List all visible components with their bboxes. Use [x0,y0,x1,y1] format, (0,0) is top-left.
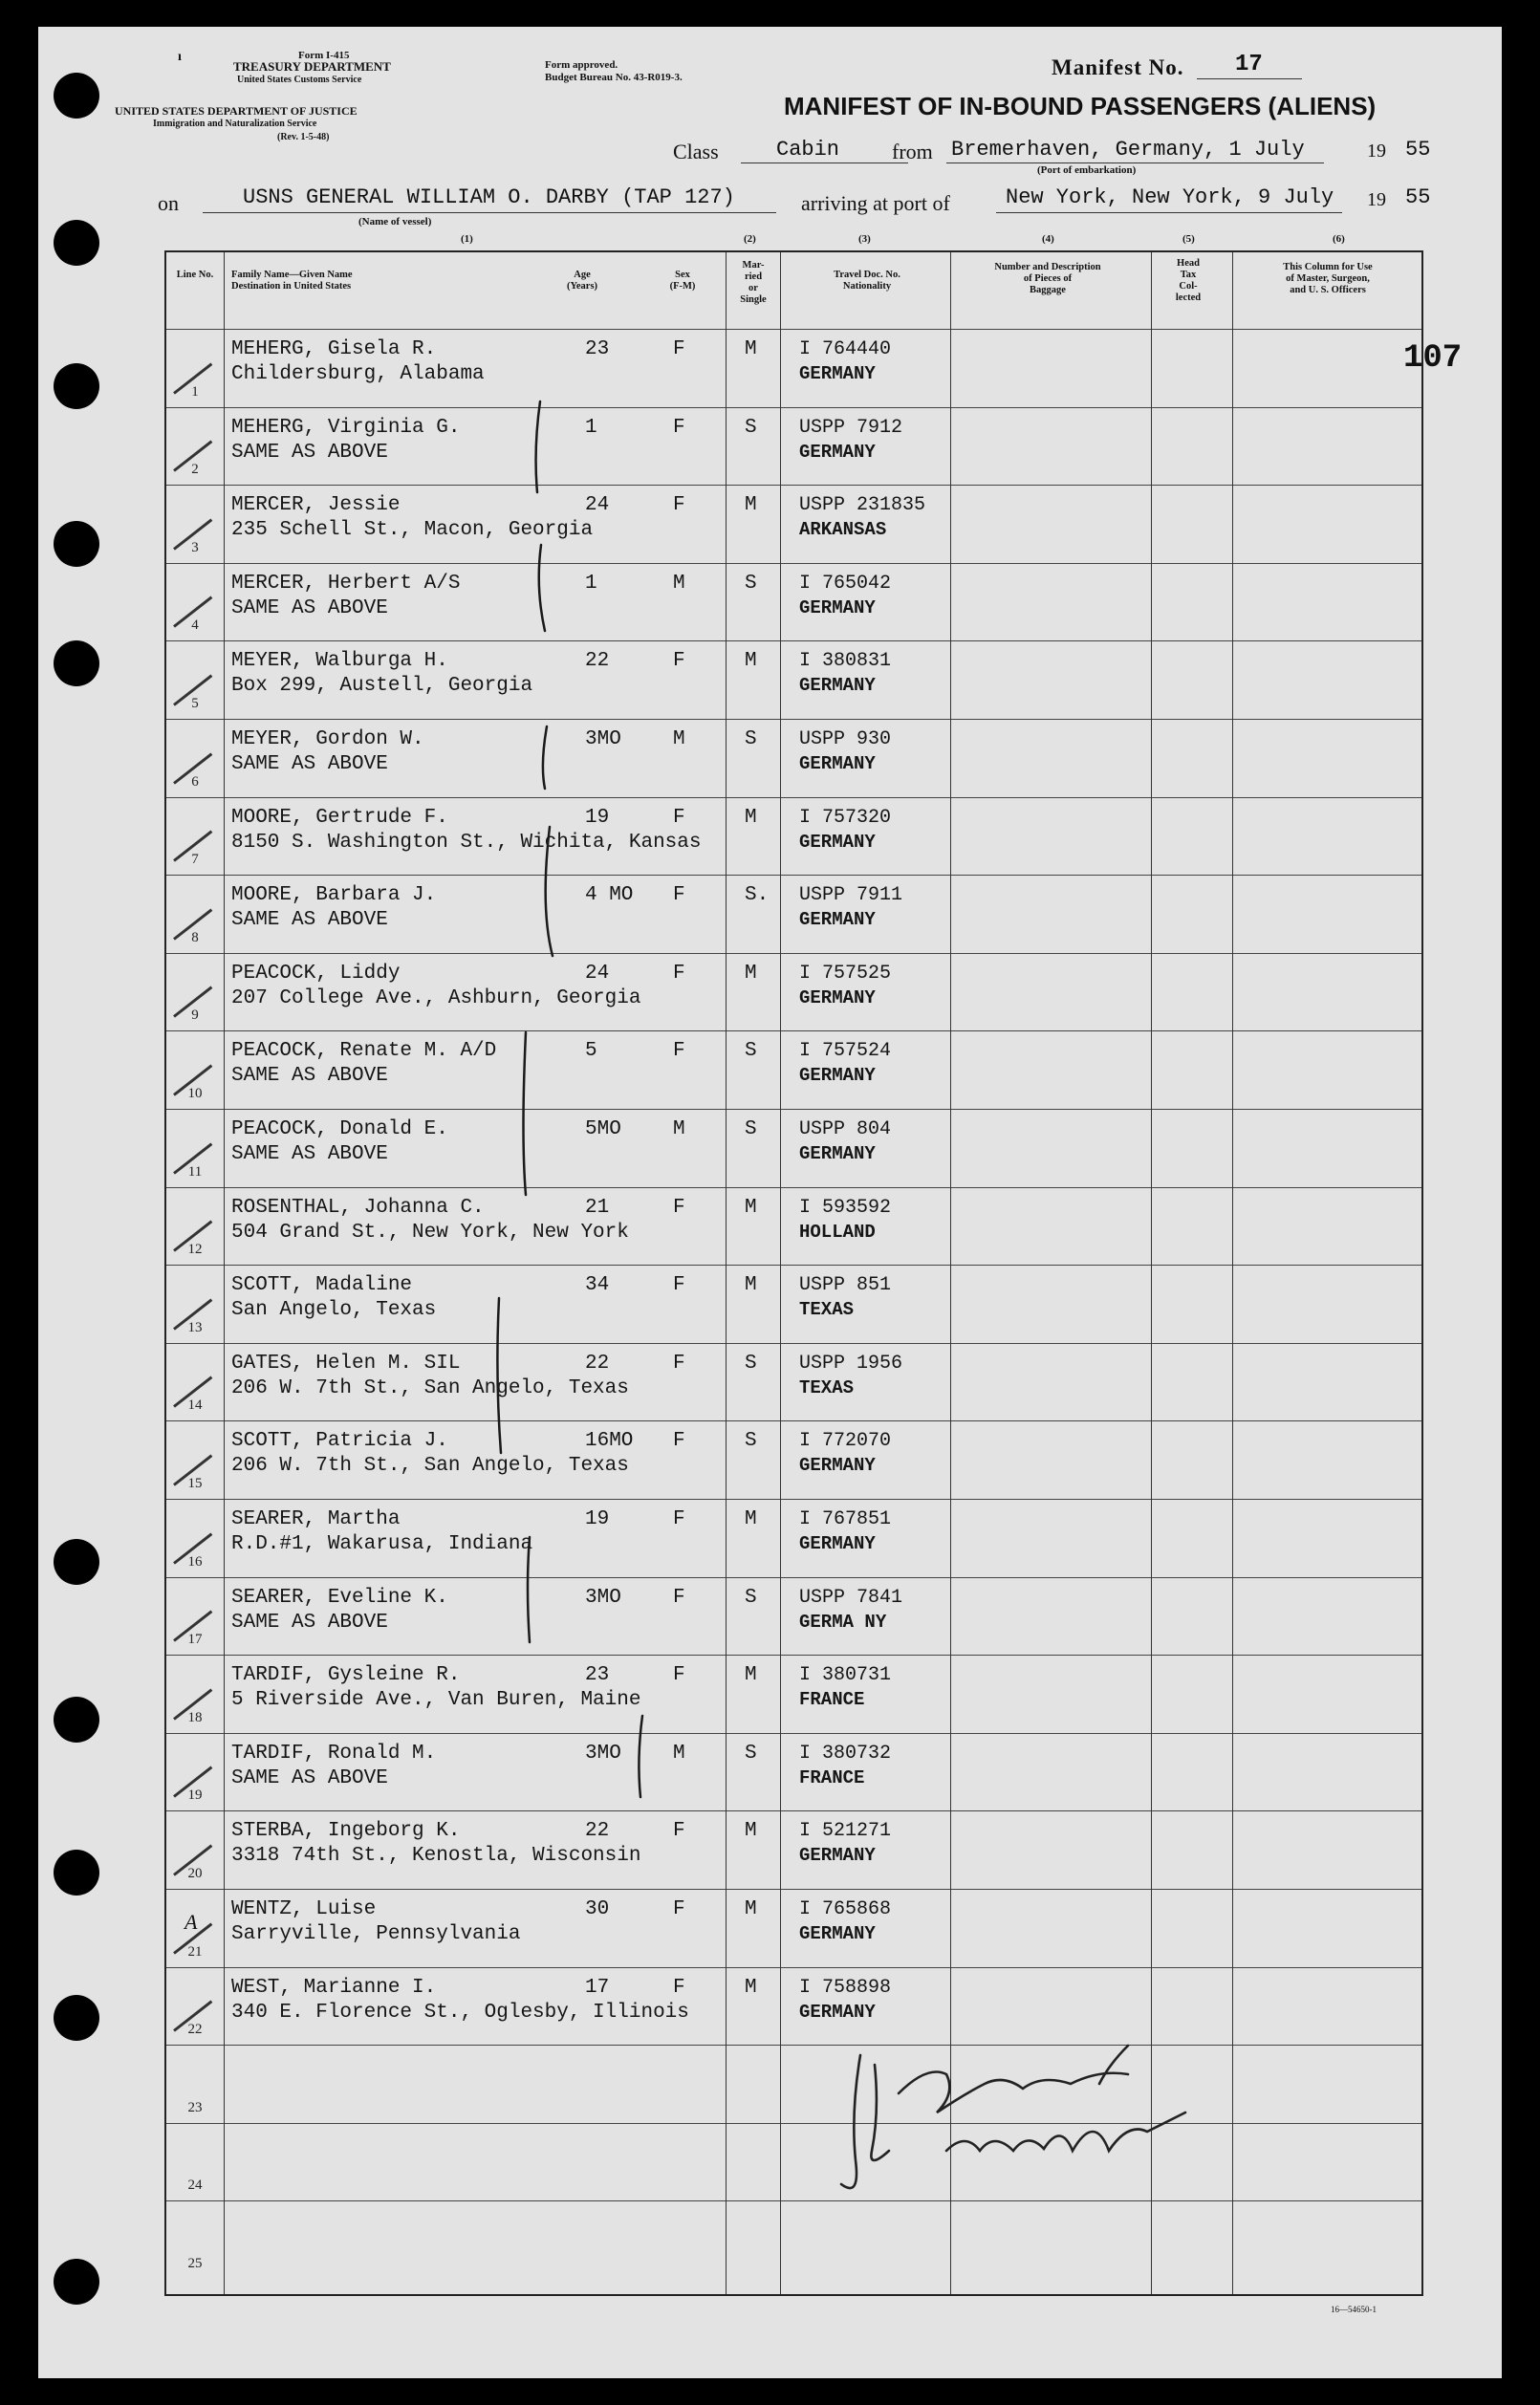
passenger-sex: F [673,1352,685,1375]
passenger-destination: Sarryville, Pennsylvania [231,1923,521,1945]
passenger-destination: 207 College Ave., Ashburn, Georgia [231,986,641,1009]
nationality: GERMANY [799,441,876,463]
passenger-sex: F [673,494,685,517]
on-label: on [158,191,179,215]
passenger-name: MOORE, Barbara J. [231,884,437,907]
nationality: GERMANY [799,1923,876,1944]
passenger-destination: Childersburg, Alabama [231,363,485,385]
passenger-destination: 8150 S. Washington St., Wichita, Kansas [231,831,702,854]
travel-doc-number: I 593592 [799,1196,892,1219]
passenger-destination: 206 W. 7th St., San Angelo, Texas [231,1376,629,1399]
col-header-line-no: Line No. [176,270,214,280]
col-header-baggage: Number and Description of Pieces of Baggage [994,262,1101,295]
nationality: GERMANY [799,2001,876,2023]
passenger-age: 22 [585,1352,610,1375]
passenger-name: PEACOCK, Renate M. A/D [231,1040,497,1063]
passenger-age: 5MO [585,1118,621,1140]
passenger-marital-status: M [745,1196,757,1219]
line-number: 23 [187,2099,203,2115]
page-number: 107 [1403,340,1463,377]
passenger-age: 4 MO [585,884,634,907]
passenger-marital-status: S [745,1742,757,1765]
passenger-age: 1 [585,416,597,439]
form-approved: Form approved. [545,59,618,71]
passenger-marital-status: S [745,1430,757,1453]
line-number: 1 [191,383,199,400]
passenger-age: 22 [585,650,610,673]
line-number: 25 [187,2255,203,2271]
travel-doc-number: USPP 804 [799,1118,892,1140]
passenger-age: 5 [585,1040,597,1063]
line-number: 14 [187,1398,203,1414]
passenger-marital-status: M [745,650,757,673]
vessel-note: (Name of vessel) [358,216,432,228]
nationality: GERMANY [799,753,876,774]
passenger-destination: San Angelo, Texas [231,1299,437,1322]
passenger-destination: SAME AS ABOVE [231,1766,388,1789]
passenger-sex: F [673,1586,685,1609]
class-value: Cabin [776,138,840,162]
line-number: 18 [187,1709,203,1725]
travel-doc-number: I 757524 [799,1040,892,1063]
line-number: 4 [191,618,199,634]
passenger-sex: F [673,416,685,439]
travel-doc-number: I 757320 [799,806,892,829]
travel-doc-number: I 758898 [799,1976,892,1999]
passenger-name: STERBA, Ingeborg K. [231,1820,461,1843]
passenger-marital-status: M [745,338,757,360]
port-embarkation-note: (Port of embarkation) [1037,164,1137,176]
passenger-sex: F [673,1898,685,1920]
passenger-sex: F [673,338,685,360]
passenger-age: 30 [585,1898,610,1920]
passenger-marital-status: M [745,806,757,829]
line-number: 17 [187,1632,203,1648]
from-value: Bremerhaven, Germany, 1 July [951,138,1305,162]
col-header-name: Family Name—Given Name Destination in United States [231,270,353,292]
passenger-name: GATES, Helen M. SIL [231,1352,461,1375]
passenger-destination: 504 Grand St., New York, New York [231,1221,629,1244]
passenger-marital-status: S [745,416,757,439]
passenger-destination: 206 W. 7th St., San Angelo, Texas [231,1455,629,1478]
passenger-sex: F [673,1664,685,1687]
passenger-destination: SAME AS ABOVE [231,441,388,464]
col-header-officers: This Column for Use of Master, Surgeon, and U. S. Officers [1283,262,1373,295]
passenger-sex: F [673,962,685,985]
form-id: Form I-415 [298,50,350,61]
passenger-age: 23 [585,338,610,360]
passenger-age: 3MO [585,1742,621,1765]
col-num: (3) [858,233,871,245]
nationality: GERMANY [799,831,876,853]
passenger-name: MERCER, Jessie [231,494,401,517]
passenger-destination: SAME AS ABOVE [231,596,388,619]
signature-graphic [822,2007,1262,2227]
line-number: 11 [187,1163,203,1180]
line-number: 7 [191,852,199,868]
line-number: 10 [187,1085,203,1101]
passenger-marital-status: M [745,494,757,517]
nationality: GERMANY [799,1455,876,1477]
passenger-destination: SAME AS ABOVE [231,753,388,775]
passenger-name: TARDIF, Gysleine R. [231,1664,461,1687]
nationality: GERMANY [799,675,876,697]
passenger-name: MEYER, Walburga H. [231,650,448,673]
line-number: 2 [191,462,199,478]
passenger-destination: SAME AS ABOVE [231,1143,388,1165]
col-num: (6) [1333,233,1345,245]
passenger-age: 24 [585,494,610,517]
nationality: GERMANY [799,909,876,931]
revision: (Rev. 1-5-48) [277,132,330,142]
passenger-name: SCOTT, Patricia J. [231,1430,448,1453]
passenger-marital-status: M [745,1664,757,1687]
passenger-name: SCOTT, Madaline [231,1274,413,1297]
travel-doc-number: I 521271 [799,1820,892,1843]
travel-doc-number: USPP 851 [799,1274,892,1297]
nationality: GERMA NY [799,1611,887,1633]
passenger-name: MOORE, Gertrude F. [231,806,448,829]
passenger-destination: 3318 74th St., Kenostla, Wisconsin [231,1845,641,1868]
manifest-no-label: Manifest No. [1052,55,1184,79]
passenger-sex: M [673,728,685,750]
passenger-age: 19 [585,806,610,829]
passenger-age: 17 [585,1976,610,1999]
nationality: ARKANSAS [799,519,887,541]
travel-doc-number: I 757525 [799,962,892,985]
budget-bureau: Budget Bureau No. 43-R019-3. [545,72,683,83]
passenger-age: 1 [585,572,597,595]
passenger-age: 23 [585,1664,610,1687]
line-number: 16 [187,1553,203,1570]
travel-doc-number: I 764440 [799,338,892,360]
travel-doc-number: USPP 231835 [799,494,926,517]
arriving-label: arriving at port of [801,191,950,215]
passenger-marital-status: S [745,1118,757,1140]
margin-mark-a: A [184,1910,198,1934]
travel-doc-number: I 772070 [799,1430,892,1453]
passenger-destination: SAME AS ABOVE [231,1065,388,1088]
treasury-dept: TREASURY DEPARTMENT [233,59,391,74]
passenger-name: MERCER, Herbert A/S [231,572,461,595]
line-number: 8 [191,929,199,945]
passenger-destination: R.D.#1, Wakarusa, Indiana [231,1533,533,1555]
travel-doc-number: I 380732 [799,1742,892,1765]
passenger-marital-status: M [745,1508,757,1530]
travel-doc-number: I 765868 [799,1898,892,1920]
passenger-destination: SAME AS ABOVE [231,1611,388,1634]
passenger-sex: M [673,572,685,595]
class-label: Class [673,140,719,163]
line-number: 19 [187,1788,203,1804]
passenger-marital-status: M [745,962,757,985]
passenger-age: 21 [585,1196,610,1219]
passenger-name: TARDIF, Ronald M. [231,1742,437,1765]
year-from: 55 [1405,138,1431,162]
passenger-marital-status: M [745,1274,757,1297]
nationality: GERMANY [799,1143,876,1164]
nationality: HOLLAND [799,1221,876,1243]
passenger-destination: 5 Riverside Ave., Van Buren, Maine [231,1689,641,1712]
passenger-sex: F [673,806,685,829]
passenger-marital-status: S. [745,884,770,907]
passenger-name: MEHERG, Gisela R. [231,338,437,360]
customs-service: United States Customs Service [237,75,362,85]
line-number: 20 [187,1865,203,1881]
passenger-name: WEST, Marianne I. [231,1976,437,1999]
nationality: FRANCE [799,1689,865,1711]
nationality: GERMANY [799,986,876,1008]
passenger-name: WENTZ, Luise [231,1898,377,1920]
passenger-name: SEARER, Martha [231,1508,401,1530]
passenger-name: MEYER, Gordon W. [231,728,424,750]
passenger-name: PEACOCK, Donald E. [231,1118,448,1140]
line-number: 13 [187,1319,203,1335]
manifest-title: MANIFEST OF IN-BOUND PASSENGERS (ALIENS) [784,92,1377,120]
nationality: TEXAS [799,1299,855,1321]
col-header-age: Age (Years) [566,270,598,292]
col-num: (1) [461,233,473,245]
nationality: FRANCE [799,1766,865,1788]
passenger-sex: F [673,884,685,907]
passenger-destination: SAME AS ABOVE [231,909,388,932]
passenger-sex: F [673,650,685,673]
vessel-name: USNS GENERAL WILLIAM O. DARBY (TAP 127) [243,185,735,209]
col-num: (2) [744,233,756,245]
line-number: 6 [191,773,199,790]
passenger-marital-status: S [745,1352,757,1375]
year-prefix-from: 19 [1367,141,1386,162]
line-number: 24 [187,2178,203,2194]
passenger-name: ROSENTHAL, Johanna C. [231,1196,485,1219]
passenger-marital-status: S [745,1586,757,1609]
col-header-sex: Sex (F-M) [669,270,696,292]
travel-doc-number: I 765042 [799,572,892,595]
passenger-destination: 340 E. Florence St., Oglesby, Illinois [231,2001,689,2024]
passenger-age: 3MO [585,728,621,750]
passenger-age: 22 [585,1820,610,1843]
nationality: GERMANY [799,1533,876,1554]
year-arrival: 55 [1405,185,1431,209]
passenger-name: SEARER, Eveline K. [231,1586,448,1609]
travel-doc-number: I 380731 [799,1664,892,1687]
line-number: 3 [191,539,199,555]
nationality: GERMANY [799,596,876,618]
passenger-name: PEACOCK, Liddy [231,962,401,985]
passenger-age: 16MO [585,1430,634,1453]
passenger-age: 19 [585,1508,610,1530]
passenger-age: 24 [585,962,610,985]
passenger-sex: F [673,1976,685,1999]
travel-doc-number: USPP 7841 [799,1586,903,1609]
col-header-travel-doc: Travel Doc. No. Nationality [834,270,900,292]
year-prefix-arrival: 19 [1367,189,1386,210]
justice-dept: UNITED STATES DEPARTMENT OF JUSTICE [115,104,358,118]
passenger-sex: F [673,1430,685,1453]
passenger-destination: 235 Schell St., Macon, Georgia [231,519,594,542]
nationality: TEXAS [799,1376,855,1398]
manifest-no: 17 [1235,52,1263,77]
travel-doc-number: I 767851 [799,1508,892,1530]
travel-doc-number: I 380831 [799,650,892,673]
travel-doc-number: USPP 1956 [799,1352,903,1375]
print-code: 16—54650-1 [1331,2305,1377,2314]
line-number: 22 [187,2022,203,2038]
passenger-age: 34 [585,1274,610,1297]
passenger-destination: Box 299, Austell, Georgia [231,675,533,698]
passenger-sex: F [673,1196,685,1219]
passenger-sex: M [673,1742,685,1765]
nationality: GERMANY [799,1845,876,1867]
line-number: 9 [191,1008,199,1024]
passenger-sex: F [673,1820,685,1843]
travel-doc-number: USPP 7912 [799,416,903,439]
from-label: from [892,140,933,163]
passenger-sex: F [673,1274,685,1297]
passenger-sex: F [673,1040,685,1063]
nationality: GERMANY [799,1065,876,1087]
passenger-marital-status: M [745,1898,757,1920]
line-number: 21 [187,1943,203,1960]
passenger-age: 3MO [585,1586,621,1609]
passenger-marital-status: M [745,1976,757,1999]
line-number: 12 [187,1242,203,1258]
tick-mark: ı [178,50,182,64]
col-header-married: Mar- ried or Single [740,260,767,305]
travel-doc-number: USPP 7911 [799,884,903,907]
col-header-head-tax: Head Tax Col- lected [1175,258,1202,303]
nationality: GERMANY [799,363,876,384]
passenger-sex: F [673,1508,685,1530]
passenger-marital-status: S [745,1040,757,1063]
line-number: 5 [191,695,199,711]
passenger-name: MEHERG, Virginia G. [231,416,461,439]
passenger-marital-status: S [745,728,757,750]
arrival-value: New York, New York, 9 July [1006,185,1334,209]
passenger-marital-status: S [745,572,757,595]
col-num: (4) [1042,233,1054,245]
col-num: (5) [1182,233,1195,245]
ins-service: Immigration and Naturalization Service [153,119,317,129]
passenger-sex: M [673,1118,685,1140]
travel-doc-number: USPP 930 [799,728,892,750]
passenger-marital-status: M [745,1820,757,1843]
line-number: 15 [187,1475,203,1491]
